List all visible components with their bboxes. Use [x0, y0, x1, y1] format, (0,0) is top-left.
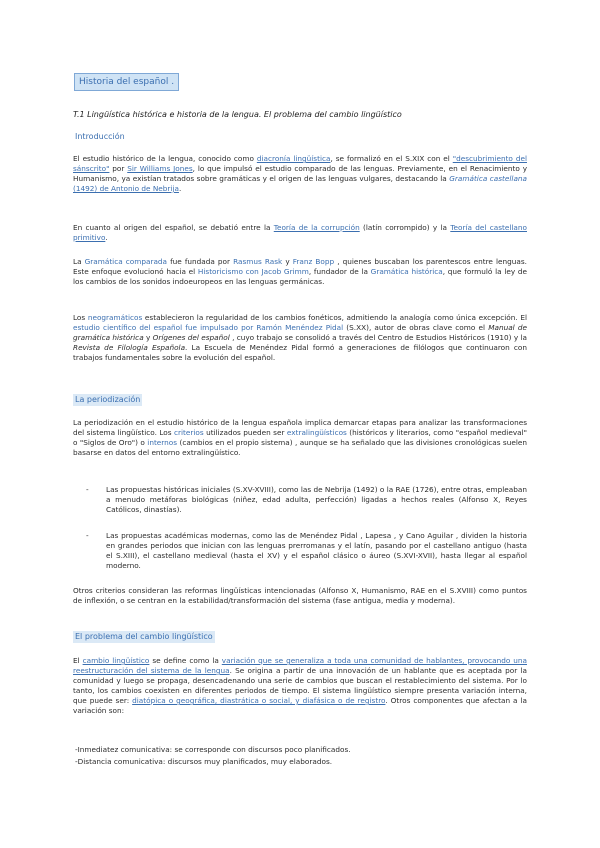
bullet-item-1	[88, 485, 527, 525]
bullet-dash: -	[86, 485, 89, 494]
bullet-text: Las propuestas históricas iniciales (S.XV-XVIII), como las de Nebrija (1492) o la RAE (1726), entre otras, empleaban a menudo metáforas biológicas (niñez, edad adulta, perfección) ligadas a hechos reales (Alfonso X, Reyes Católicos, dinastías).	[106, 485, 527, 514]
term-gramatica-historica: Gramática histórica	[370, 267, 443, 276]
term-criterios: criterios	[173, 428, 204, 437]
title-revista: Revista de Filología Española	[73, 343, 186, 352]
term-gramatica-comparada: Gramática comparada	[84, 257, 168, 266]
term-gramatica-castellana: Gramática castellana	[449, 174, 528, 183]
link-variacion[interactable]: variación que se generaliza a toda una comunidad de hablantes, provocando una reestructuración del sistema de la lengua	[73, 656, 527, 675]
list-item: -Distancia comunicativa: discursos muy planificados, muy elaborados.	[75, 757, 333, 766]
link-teoria-castellano[interactable]: Teoría del castellano primitivo	[73, 223, 527, 242]
title-manual: Manual de gramática histórica	[73, 323, 527, 342]
term-rask: Rasmus Rask	[233, 257, 283, 266]
heading-introduccion: Introducción	[75, 132, 125, 141]
term-historicismo: Historicismo con Jacob Grimm	[197, 267, 309, 276]
term-bopp: Franz Bopp	[292, 257, 335, 266]
paragraph-cambio-1: El cambio lingüístico se define como la variación que se generaliza a toda una comunidad de hablantes, provocando una reestructuración del sistema de la lengua. Se origina a partir de una innovación de un hablante que es aceptada por la comunidad y luego se propaga, desencadenando una serie de cambios que buscan el restablecimiento del sistema. Por lo tanto, los cambios coexisten en diferentes periodos de tiempo. El sistema lingüístico siempre presenta variación interna, que puede ser: diatópica o geográfica, diastrática o social, y diafásica o de registro. Otros componentes que afectan a la variación son:	[73, 656, 527, 715]
term-internos: internos	[147, 438, 178, 447]
document-title: Historia del español .	[74, 73, 179, 91]
heading-cambio: El problema del cambio lingüístico	[75, 632, 213, 641]
term-menendez-pidal: estudio científico del español fue impulsado por Ramón Menéndez Pidal	[73, 323, 344, 332]
list-item: -Inmediatez comunicativa: se corresponde con discursos poco planificados.	[75, 745, 351, 754]
paragraph-intro-2: En cuanto al origen del español, se debatió entre la Teoría de la corrupción (latín corrompido) y la Teoría del castellano primitivo.	[73, 223, 527, 242]
link-jones[interactable]: Sir Williams Jones	[127, 164, 193, 173]
bullet-item-2	[88, 531, 527, 581]
link-sanscrito[interactable]: "descubrimiento del sánscrito"	[73, 154, 527, 173]
paragraph-periodizacion-2: Otros criterios consideran las reformas lingüísticas intencionadas (Alfonso X, Humanismo, RAE en el S.XVIII) como puntos de inflexión, o se centran en la estabilidad/transformación del sistema (fase antigua, media y moderna).	[73, 586, 527, 605]
paragraph-intro-1: El estudio histórico de la lengua, conocido como diacronía lingüística, se formalizó en el S.XIX con el "descubrimiento del sánscrito" por Sir Williams Jones, lo que impulsó el estudio comparado de las lenguas. Previamente, en el Renacimiento y Humanismo, ya existían tratados sobre gramáticas y el origen de las lenguas vulgares, destacando la Gramática castellana (1492) de Antonio de Nebrija.	[73, 154, 528, 193]
term-extralinguisticos: extralingüísticos	[286, 428, 347, 437]
paragraph-periodizacion-1: La periodización en el estudio histórico de la lengua española implica demarcar etapas para analizar las transformaciones del sistema lingüístico. Los criterios utilizados pueden ser extralingüísticos (históricos y literarios, como "español medieval" o "Siglos de Oro") o internos (cambios en el propio sistema) , aunque se ha señalado que las divisiones cronológicas suelen basarse en datos del entorno extralingüístico.	[73, 418, 527, 457]
link-diacronia[interactable]: diacronía lingüística	[256, 154, 331, 163]
paragraph-intro-3: La Gramática comparada fue fundada por Rasmus Rask y Franz Bopp , quienes buscaban los parentescos entre lenguas. Este enfoque evolucionó hacia el Historicismo con Jacob Grimm, fundador de la Gramática histórica, que formuló la ley de los cambios de los sonidos indoeuropeos en las lenguas germánicas.	[73, 257, 527, 286]
link-variacion-tipos[interactable]: diatópica o geográfica, diastrática o social, y diafásica o de registro	[132, 696, 386, 705]
term-neogramaticos: neogramáticos	[87, 313, 143, 322]
title-origenes: Orígenes del español	[152, 333, 230, 342]
bullet-dash: -	[86, 531, 89, 540]
paragraph-intro-4: Los neogramáticos establecieron la regularidad de los cambios fonéticos, admitiendo la analogía como única excepción. El estudio científico del español fue impulsado por Ramón Menéndez Pidal (S.XX), autor de obras clave como el Manual de gramática histórica y Orígenes del español , cuyo trabajo se consolidó a través del Centro de Estudios Históricos (1910) y la Revista de Filología Española. La Escuela de Menéndez Pidal formó a generaciones de filólogos que continuaron con trabajos fundamentales sobre la evolución del español.	[73, 313, 527, 362]
section-title: T.1 Lingüística histórica e historia de la lengua. El problema del cambio lingüístico	[73, 110, 402, 119]
link-cambio-linguistico[interactable]: cambio lingüístico	[82, 656, 150, 665]
link-teoria-corrupcion[interactable]: Teoría de la corrupción	[273, 223, 360, 232]
heading-periodizacion: La periodización	[75, 395, 141, 404]
bullet-text: Las propuestas académicas modernas, como las de Menéndez Pidal , Lapesa , y Cano Aguilar , dividen la historia en grandes periodos que inician con las lenguas prerromanas y el latín, pasando por el castellano antiguo (hasta el S.XIII), el castellano medieval (hasta el XV) y el español clásico o áureo (S.XVI-XVII), hasta llegar al español moderno.	[106, 531, 527, 570]
term-nebrija[interactable]: (1492) de Antonio de Nebrija	[73, 184, 179, 193]
